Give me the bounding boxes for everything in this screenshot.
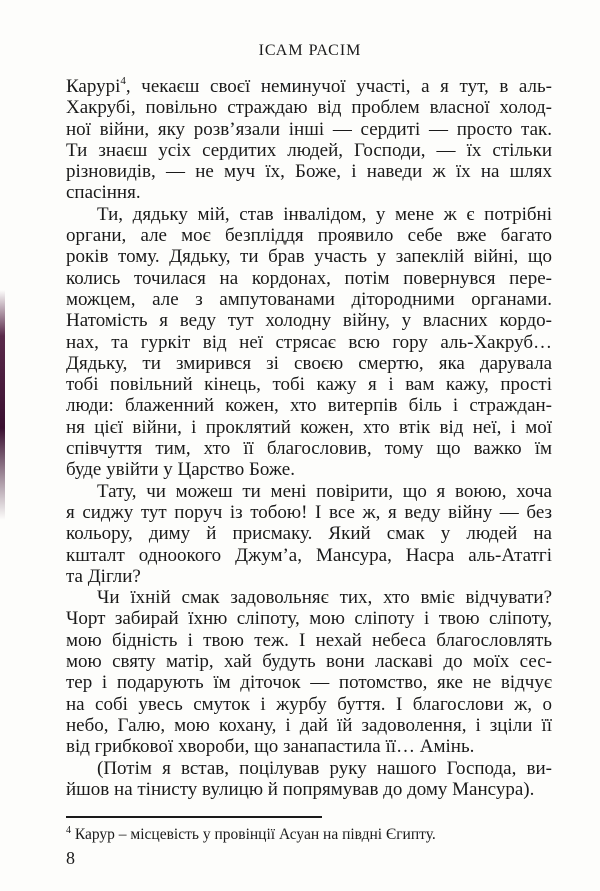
text-line: мою бідність і твою теж. І нехай небеса благословлять [66,629,552,651]
text-line: різновидів, — не муч їх, Боже, і наведи ж їх на шлях [66,161,552,183]
text-line: ної війни, яку розв’язали інші — сердиті — просто так. [66,118,552,140]
text-line: від грибкової хвороби, що занапастила її… Амінь. [66,736,475,758]
text-line: я сиджу тут поруч із тобою! І все ж, я веду війну — без [66,501,552,523]
text-line: тобі повільний кінець, тобі кажу я і вам кажу, прості [66,374,552,396]
text-line: та Дігли? [66,565,141,587]
footnote-text: Карур – місцевість у провінції Асуан на півдні Єгипту. [71,826,436,843]
text-line: спасіння. [66,182,141,204]
text-line: можцем, але з ампутованами дітородними органами. [66,288,552,310]
text-line: органи, але моє безпліддя проявило себе вже багато [66,225,552,247]
text-line: Хакрубі, повільно страждаю від проблем власної холод- [66,97,552,119]
text-line: Чи їхній смак задовольняє тих, хто вміє відчувати? [97,587,552,609]
text-line: кшталт одноокого Джум’а, Мансура, Насра аль-Ататгі [66,544,552,566]
paragraph [66,587,552,757]
text-line: ня цієї війни, і проклятий кожен, хто втік від неї, і мої [66,416,552,438]
paragraph [66,204,552,481]
text-line: Чорт забирай їхню сліпоту, мою сліпоту і твою сліпоту, [66,608,552,630]
text-line: років тому. Дядьку, ти брав участь у запеклій війні, що [66,246,552,268]
text-line: співчуття тим, хто її благословив, тому що важко їм [66,438,552,460]
paragraph [66,76,552,204]
text-line: (Потім я встав, поцілував руку нашого Господа, ви- [97,757,552,779]
paragraph [66,481,552,587]
footnote [66,826,436,844]
text-line: Ти, дядьку мій, став інвалідом, у мене ж є потрібні [97,203,552,225]
text-line: кольору, диму й присмаку. Який смак у людей на [66,523,552,545]
text-line: колись точилася на кордонах, потім повернувся пере- [66,267,552,289]
page-number: 8 [66,848,75,868]
text-line: Натомість я веду тут холодну війну, у власних кордо- [66,310,552,332]
text-line: нах, та гуркіт від неї стрясає всю гору аль-Хакруб… [66,331,552,353]
text-line: Ти знаєш усіх сердитих людей, Господи, — їх стільки [66,139,552,161]
footnote-divider [66,816,322,818]
text-segment: Карурі [66,76,121,97]
paragraph [66,758,552,801]
text-line: йшов на тінисту вулицю й попрямував до дому Мансура). [66,778,535,800]
text-segment: , чекаєш своєї неминучої участі, а я тут, в аль- [125,76,552,97]
footnote-marker: 4 [66,825,71,836]
text-line: небо, Галю, мою кохану, і дай їй задоволення, і зціли її [66,714,552,736]
text-line: на собі увесь смуток і журбу буття. І благослови ж, о [66,693,552,715]
running-header: ІСАМ РАСІМ [258,42,362,59]
text-line [66,76,552,97]
text-line: люди: блаженний кожен, хто витерпів біль і страждан- [66,395,552,417]
text-line: буде увійти у Царство Боже. [66,459,295,481]
text-line: Дядьку, ти змирився зі своєю смертю, яка дарувала [66,352,552,374]
text-line: тер і подарують їм діточок — потомство, яке не відчує [66,672,552,694]
body-text [66,76,552,800]
text-line: мою святу матір, хай будуть вони ласкаві до моїх сес- [66,651,552,673]
scan-edge-shadow [0,290,5,520]
footnote-ref: 4 [120,75,126,87]
text-line: Тату, чи можеш ти мені повірити, що я воюю, хоча [97,480,552,502]
